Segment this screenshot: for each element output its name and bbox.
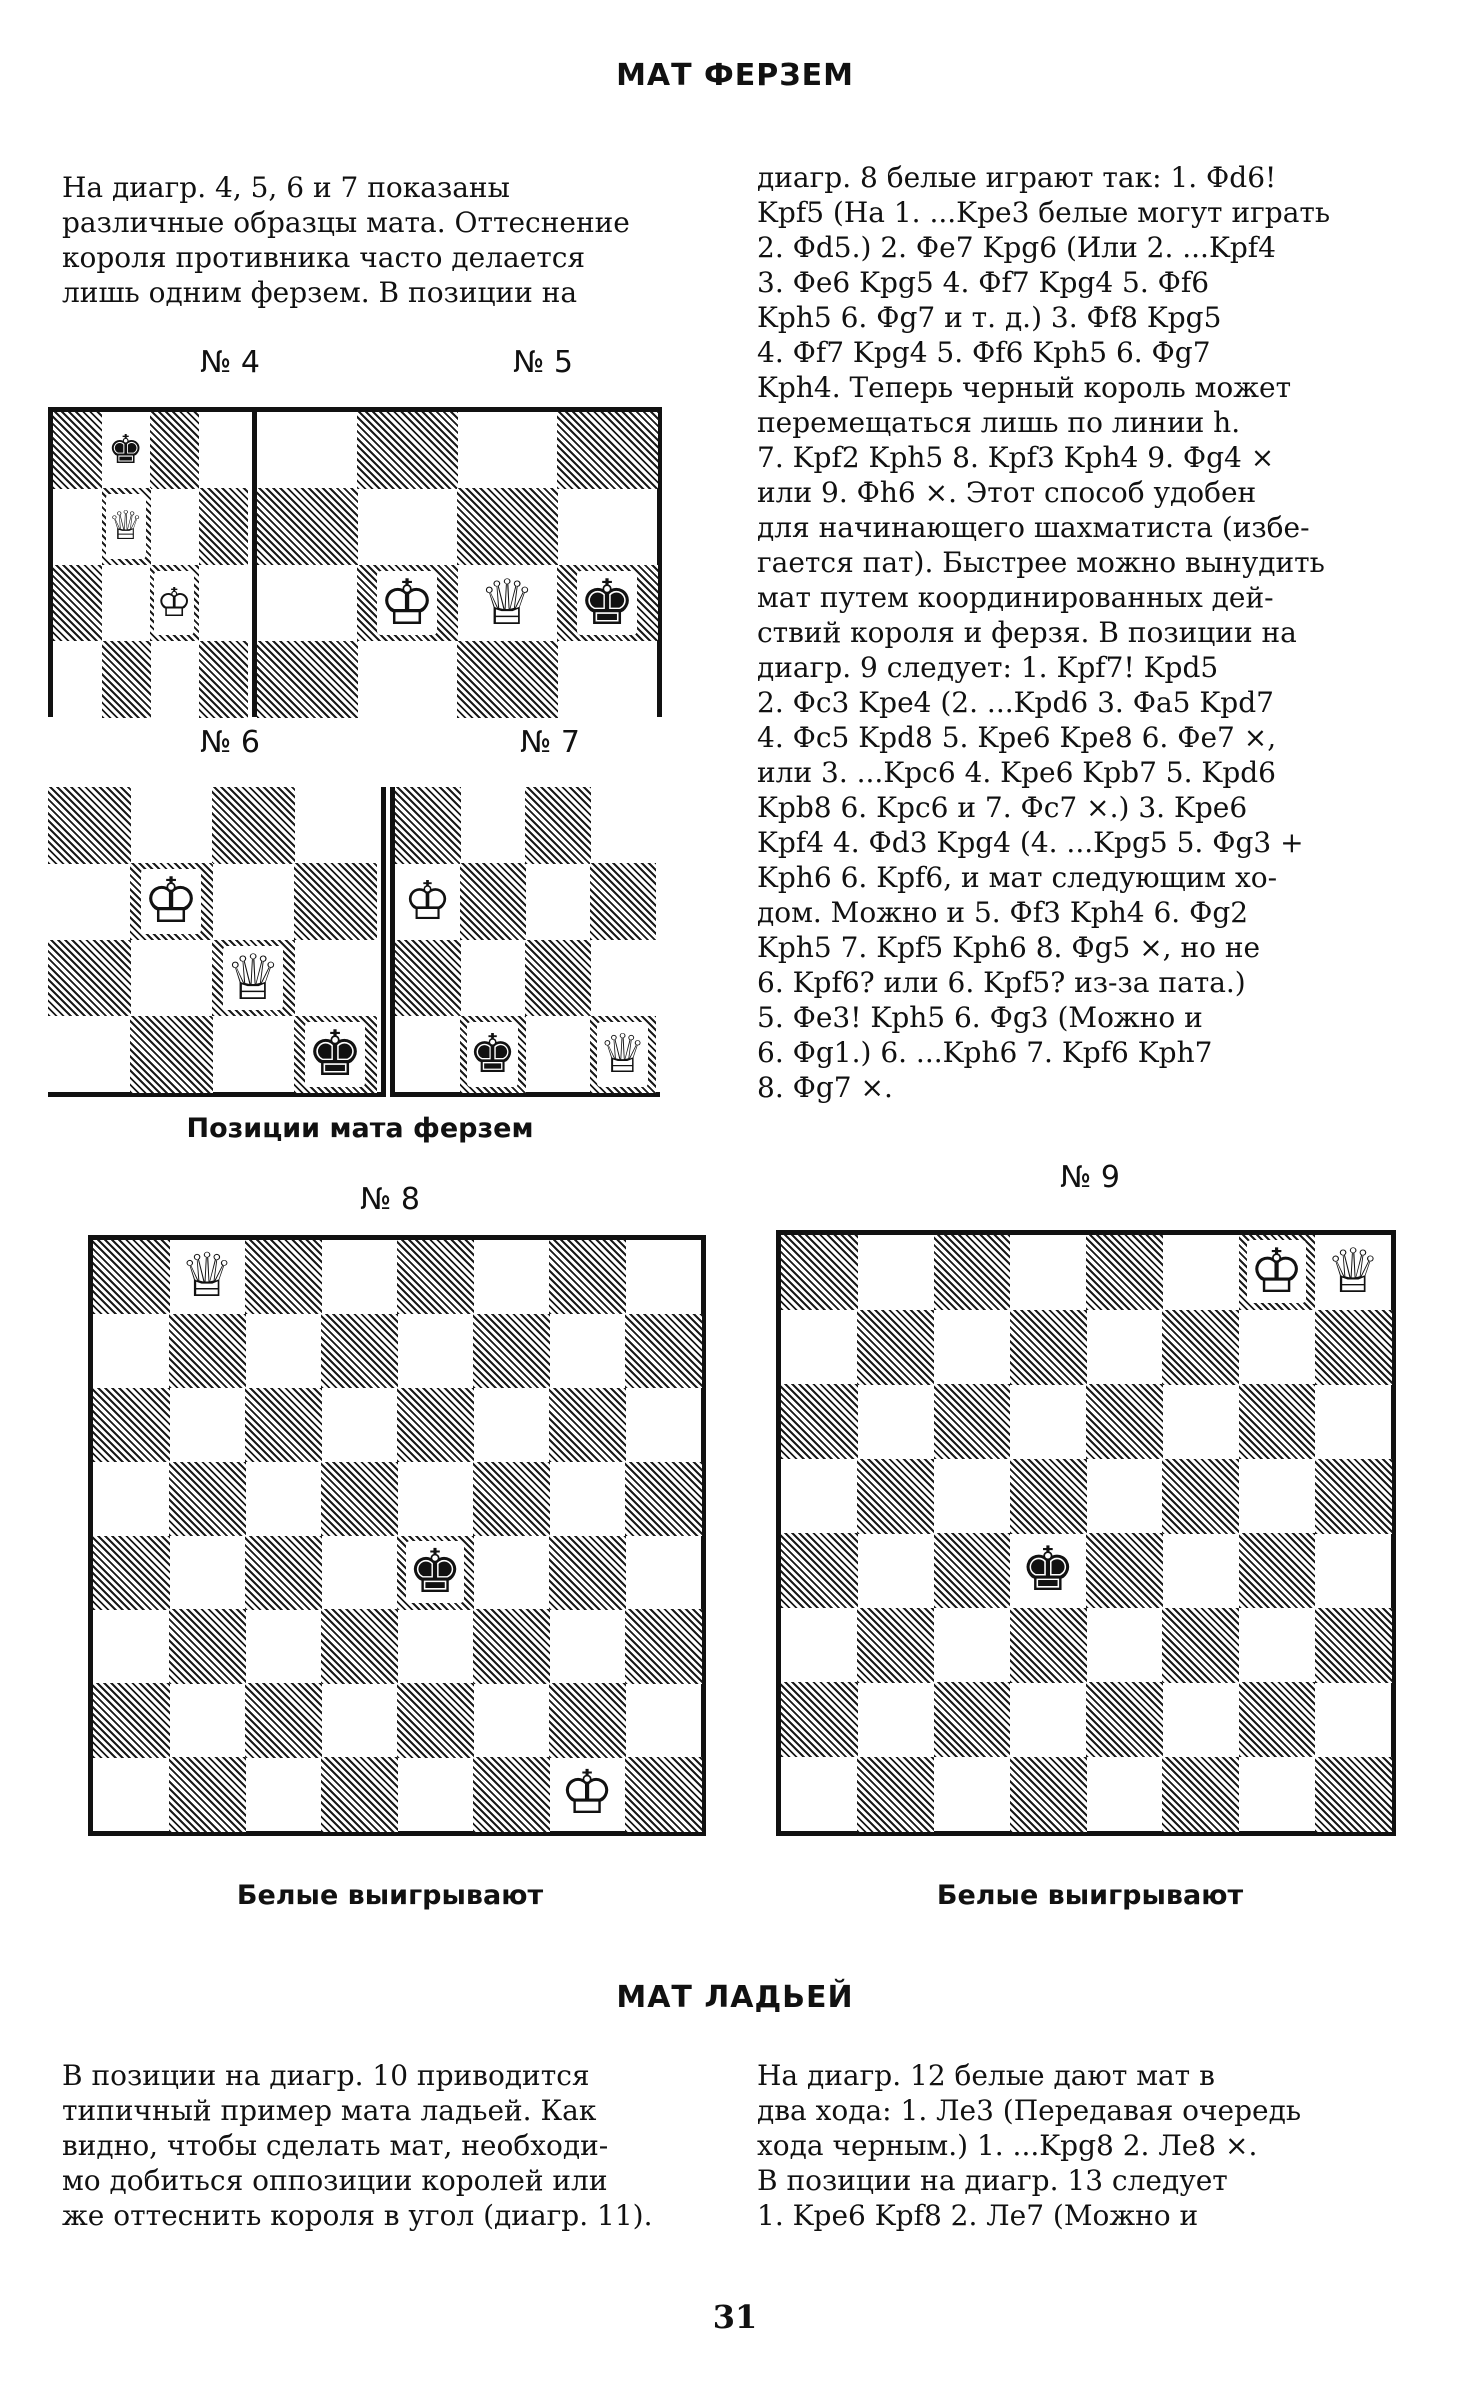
- dark-square: [321, 1757, 398, 1831]
- dark-square: [395, 787, 461, 864]
- light-square: [321, 1388, 398, 1462]
- light-square: [557, 641, 658, 718]
- text-line: Kph5 6. Фg7 и т. д.) 3. Фf8 Kpg5: [757, 301, 1222, 334]
- light-square: [781, 1310, 858, 1385]
- diagram-label-8: № 8: [360, 1182, 420, 1217]
- dark-square: [53, 565, 102, 642]
- light-square: [1086, 1757, 1163, 1832]
- dark-square: [625, 1757, 702, 1831]
- caption-queen-mate-positions: Позиции мата ферзем: [186, 1113, 534, 1144]
- light-square: [1086, 1459, 1163, 1534]
- light-square: [212, 1016, 295, 1093]
- text-line: перемещаться лишь по линии h.: [757, 406, 1241, 439]
- text-line: мо добиться оппозиции королей или: [62, 2164, 608, 2197]
- text-line: хода черным.) 1. ...Kpg8 2. Лe8 ×.: [757, 2129, 1258, 2162]
- light-square: [1010, 1384, 1087, 1459]
- text-line: диагр. 8 белые играют так: 1. Фd6!: [757, 161, 1277, 194]
- dark-square: [48, 787, 131, 864]
- dark-square: [1315, 1608, 1392, 1683]
- light-square: [1239, 1459, 1316, 1534]
- light-square: [857, 1533, 934, 1608]
- dark-square: [1162, 1459, 1239, 1534]
- light-square: [150, 488, 199, 565]
- dark-square: [857, 1608, 934, 1683]
- dark-square: [257, 641, 358, 718]
- dark-square: [1010, 1459, 1087, 1534]
- light-square: [590, 787, 656, 864]
- text-line: лишь одним ферзем. В позиции на: [62, 276, 578, 309]
- light-square: [150, 641, 199, 718]
- light-square: [395, 1016, 461, 1093]
- text-line: гается пат). Быстрее можно вынудить: [757, 546, 1325, 579]
- dark-square: [199, 641, 248, 718]
- dark-square: [934, 1235, 1011, 1310]
- dark-square: [93, 1240, 170, 1314]
- dark-square: [1162, 1310, 1239, 1385]
- light-square: [934, 1757, 1011, 1832]
- dark-square: [781, 1682, 858, 1757]
- text-line: На диагр. 12 белые дают мат в: [757, 2059, 1215, 2092]
- dark-square: [857, 1757, 934, 1832]
- dark-square: [53, 412, 102, 489]
- dark-square: [473, 1609, 550, 1683]
- light-square: [1162, 1235, 1239, 1310]
- light-square: [460, 940, 526, 1017]
- light-square: [625, 1536, 702, 1610]
- light-square: [93, 1757, 170, 1831]
- white-king-icon: ♔: [559, 1758, 615, 1829]
- light-square: [169, 1388, 246, 1462]
- dark-square: [1162, 1757, 1239, 1832]
- light-square: [590, 940, 656, 1017]
- light-square: [397, 1462, 474, 1536]
- black-king-icon: ♚: [578, 565, 636, 639]
- light-square: [357, 641, 458, 718]
- dark-square: [1086, 1384, 1163, 1459]
- light-square: [781, 1608, 858, 1683]
- dark-square: [321, 1462, 398, 1536]
- light-square: [525, 1016, 591, 1093]
- light-square: [93, 1609, 170, 1683]
- text-line: или 3. ...Kpc6 4. Kpe6 Kpb7 5. Kpd6: [757, 756, 1276, 789]
- text-line: 7. Kpf2 Kph5 8. Kpf3 Kph4 9. Фg4 ×: [757, 441, 1275, 474]
- light-square: [1162, 1533, 1239, 1608]
- light-square: [321, 1240, 398, 1314]
- white-king-icon: ♔: [1249, 1236, 1304, 1307]
- diagram-label-4: № 4: [200, 345, 260, 380]
- light-square: [53, 488, 102, 565]
- text-line: же оттеснить короля в угол (диагр. 11).: [62, 2199, 653, 2232]
- dark-square: [1086, 1533, 1163, 1608]
- white-king-icon: ♔: [150, 565, 199, 641]
- dark-square: [397, 1240, 474, 1314]
- white-queen-icon: ♕: [478, 565, 536, 639]
- dark-square: [150, 412, 199, 489]
- light-square: [294, 940, 377, 1017]
- light-square: [1315, 1682, 1392, 1757]
- dark-square: [1315, 1459, 1392, 1534]
- dark-square: [245, 1240, 322, 1314]
- text-line: 1. Kpe6 Kpf8 2. Лe7 (Можно и: [757, 2199, 1199, 2232]
- dark-square: [549, 1683, 626, 1757]
- dark-square: [934, 1682, 1011, 1757]
- dark-square: [1086, 1235, 1163, 1310]
- dark-square: [549, 1388, 626, 1462]
- dark-square: [93, 1683, 170, 1757]
- light-square: [1315, 1533, 1392, 1608]
- dark-square: [169, 1757, 246, 1831]
- dark-square: [934, 1384, 1011, 1459]
- light-square: [321, 1683, 398, 1757]
- text-line: 6. Фg1.) 6. ...Kph6 7. Kpf6 Kph7: [757, 1036, 1213, 1069]
- light-square: [1086, 1310, 1163, 1385]
- dark-square: [169, 1609, 246, 1683]
- light-square: [245, 1314, 322, 1388]
- light-square: [1010, 1235, 1087, 1310]
- white-king-icon: ♔: [378, 565, 436, 639]
- text-line: короля противника часто делается: [62, 241, 586, 274]
- dark-square: [857, 1459, 934, 1534]
- light-square: [857, 1682, 934, 1757]
- text-line: В позиции на диагр. 10 приводится: [62, 2059, 590, 2092]
- dark-square: [245, 1536, 322, 1610]
- dark-square: [397, 1388, 474, 1462]
- left-intro-text: [62, 170, 702, 310]
- light-square: [1315, 1384, 1392, 1459]
- light-square: [857, 1235, 934, 1310]
- dark-square: [473, 1314, 550, 1388]
- dark-square: [781, 1384, 858, 1459]
- dark-square: [1162, 1608, 1239, 1683]
- section-title-queen-mate: МАТ ФЕРЗЕМ: [616, 58, 854, 93]
- light-square: [102, 565, 151, 642]
- dark-square: [93, 1388, 170, 1462]
- light-square: [257, 412, 358, 489]
- light-square: [473, 1683, 550, 1757]
- light-square: [199, 565, 248, 642]
- white-queen-icon: ♕: [102, 488, 151, 564]
- light-square: [212, 863, 295, 940]
- text-line: Kph6 6. Kpf6, и мат следующим хо-: [757, 861, 1278, 894]
- dark-square: [1239, 1384, 1316, 1459]
- text-line: На диагр. 4, 5, 6 и 7 показаны: [62, 171, 510, 204]
- dark-square: [130, 1016, 213, 1093]
- light-square: [625, 1240, 702, 1314]
- light-square: [397, 1609, 474, 1683]
- light-square: [257, 565, 358, 642]
- light-square: [1239, 1310, 1316, 1385]
- text-line: 4. Фc5 Kpd8 5. Kpe6 Kpe8 6. Фe7 ×,: [757, 721, 1277, 754]
- dark-square: [1010, 1608, 1087, 1683]
- dark-square: [257, 488, 358, 565]
- text-line: ствий короля и ферзя. В позиции на: [757, 616, 1297, 649]
- light-square: [294, 787, 377, 864]
- dark-square: [557, 412, 658, 489]
- dark-square: [357, 412, 458, 489]
- light-square: [549, 1462, 626, 1536]
- dark-square: [245, 1683, 322, 1757]
- dark-square: [1010, 1757, 1087, 1832]
- light-square: [557, 488, 658, 565]
- board-diagram-5: [252, 407, 662, 717]
- board-diagram-9: [776, 1230, 1396, 1836]
- diagram-label-6: № 6: [200, 725, 260, 760]
- light-square: [457, 412, 558, 489]
- dark-square: [321, 1314, 398, 1388]
- text-line: Kph5 7. Kpf5 Kph6 8. Фg5 ×, но не: [757, 931, 1261, 964]
- dark-square: [457, 488, 558, 565]
- text-line: 6. Kpf6? или 6. Kpf5? из-за пата.): [757, 966, 1246, 999]
- text-line: 2. Фd5.) 2. Фe7 Kpg6 (Или 2. ...Kpf4: [757, 231, 1276, 264]
- caption-diagram-8: Белые выигрывают: [236, 1880, 544, 1911]
- white-queen-icon: ♕: [224, 940, 282, 1014]
- light-square: [1086, 1608, 1163, 1683]
- text-line: 3. Фe6 Kpg5 4. Фf7 Kpg4 5. Фf6: [757, 266, 1210, 299]
- dark-square: [549, 1536, 626, 1610]
- black-king-icon: ♚: [102, 412, 151, 488]
- light-square: [781, 1757, 858, 1832]
- dark-square: [934, 1533, 1011, 1608]
- dark-square: [1239, 1682, 1316, 1757]
- light-square: [473, 1536, 550, 1610]
- text-line: 2. Фc3 Kpe4 (2. ...Kpd6 3. Фa5 Kpd7: [757, 686, 1274, 719]
- light-square: [1239, 1757, 1316, 1832]
- dark-square: [48, 940, 131, 1017]
- diagram-label-7: № 7: [520, 725, 580, 760]
- dark-square: [625, 1314, 702, 1388]
- light-square: [934, 1459, 1011, 1534]
- light-square: [321, 1536, 398, 1610]
- diagram-label-5: № 5: [513, 345, 573, 380]
- bottom-left-text: [62, 2058, 722, 2233]
- diagram-label-9: № 9: [1060, 1160, 1120, 1195]
- board-diagram-8: [88, 1235, 706, 1836]
- light-square: [130, 787, 213, 864]
- black-king-icon: ♚: [306, 1016, 364, 1090]
- light-square: [473, 1240, 550, 1314]
- light-square: [245, 1609, 322, 1683]
- dark-square: [1315, 1757, 1392, 1832]
- light-square: [525, 863, 591, 940]
- board-diagram-6: [48, 787, 386, 1097]
- text-line: диагр. 9 следует: 1. Kpf7! Kpd5: [757, 651, 1219, 684]
- black-king-icon: ♚: [1020, 1534, 1076, 1605]
- light-square: [549, 1314, 626, 1388]
- dark-square: [625, 1609, 702, 1683]
- dark-square: [1315, 1310, 1392, 1385]
- light-square: [48, 1016, 131, 1093]
- text-line: В позиции на диагр. 13 следует: [757, 2164, 1228, 2197]
- text-line: Kpf5 (На 1. ...Kpe3 белые могут играть: [757, 196, 1331, 229]
- section-title-rook-mate: МАТ ЛАДЬЕЙ: [616, 1980, 854, 2015]
- dark-square: [102, 641, 151, 718]
- text-line: Kph4. Теперь черный король может: [757, 371, 1292, 404]
- light-square: [48, 863, 131, 940]
- dark-square: [549, 1240, 626, 1314]
- white-king-icon: ♔: [142, 864, 200, 938]
- light-square: [549, 1609, 626, 1683]
- dark-square: [781, 1235, 858, 1310]
- light-square: [93, 1314, 170, 1388]
- dark-square: [857, 1310, 934, 1385]
- dark-square: [169, 1462, 246, 1536]
- dark-square: [473, 1462, 550, 1536]
- light-square: [1162, 1682, 1239, 1757]
- light-square: [397, 1757, 474, 1831]
- light-square: [1162, 1384, 1239, 1459]
- white-queen-icon: ♕: [1325, 1236, 1381, 1307]
- dark-square: [397, 1683, 474, 1757]
- light-square: [130, 940, 213, 1017]
- light-square: [781, 1459, 858, 1534]
- dark-square: [93, 1536, 170, 1610]
- dark-square: [395, 940, 461, 1017]
- light-square: [199, 412, 248, 489]
- dark-square: [294, 863, 377, 940]
- dark-square: [1086, 1682, 1163, 1757]
- dark-square: [1010, 1310, 1087, 1385]
- text-line: различные образцы мата. Оттеснение: [62, 206, 630, 239]
- dark-square: [245, 1388, 322, 1462]
- dark-square: [1239, 1533, 1316, 1608]
- light-square: [245, 1462, 322, 1536]
- light-square: [857, 1384, 934, 1459]
- board-diagram-4: [48, 407, 252, 717]
- text-line: 5. Фe3! Kph5 6. Фg3 (Можно и: [757, 1001, 1203, 1034]
- light-square: [934, 1310, 1011, 1385]
- dark-square: [473, 1757, 550, 1831]
- text-line: мат путем координированных дей-: [757, 581, 1274, 614]
- light-square: [473, 1388, 550, 1462]
- light-square: [93, 1462, 170, 1536]
- black-king-icon: ♚: [407, 1536, 463, 1607]
- text-line: Kpf4 4. Фd3 Kpg4 (4. ...Kpg5 5. Фg3 +: [757, 826, 1304, 859]
- dark-square: [321, 1609, 398, 1683]
- light-square: [1239, 1608, 1316, 1683]
- text-line: два хода: 1. Лe3 (Передавая очередь: [757, 2094, 1302, 2127]
- light-square: [1010, 1682, 1087, 1757]
- black-king-icon: ♚: [468, 1022, 517, 1085]
- light-square: [357, 488, 458, 565]
- light-square: [460, 787, 526, 864]
- text-line: Kpb8 6. Kpc6 и 7. Фc7 ×.) 3. Kpe6: [757, 791, 1248, 824]
- text-line: видно, чтобы сделать мат, необходи-: [62, 2129, 609, 2162]
- dark-square: [212, 787, 295, 864]
- page-number: 31: [712, 2298, 758, 2336]
- text-line: для начинающего шахматиста (избе-: [757, 511, 1310, 544]
- text-line: дом. Можно и 5. Фf3 Kph4 6. Фg2: [757, 896, 1249, 929]
- light-square: [169, 1536, 246, 1610]
- dark-square: [460, 863, 526, 940]
- light-square: [245, 1757, 322, 1831]
- light-square: [625, 1683, 702, 1757]
- dark-square: [781, 1533, 858, 1608]
- dark-square: [199, 488, 248, 565]
- dark-square: [525, 940, 591, 1017]
- text-line: 8. Фg7 ×.: [757, 1071, 893, 1104]
- dark-square: [169, 1314, 246, 1388]
- light-square: [397, 1314, 474, 1388]
- caption-diagram-9: Белые выигрывают: [936, 1880, 1244, 1911]
- dark-square: [625, 1462, 702, 1536]
- text-line: 4. Фf7 Kpg4 5. Фf6 Kph5 6. Фg7: [757, 336, 1211, 369]
- white-queen-icon: ♕: [598, 1022, 647, 1085]
- text-line: типичный пример мата ладьей. Как: [62, 2094, 597, 2127]
- dark-square: [525, 787, 591, 864]
- bottom-right-text: [757, 2058, 1407, 2233]
- board-diagram-7: [390, 787, 660, 1097]
- right-column-text: [757, 160, 1402, 1105]
- dark-square: [590, 863, 656, 940]
- white-queen-icon: ♕: [179, 1241, 235, 1311]
- light-square: [53, 641, 102, 718]
- light-square: [934, 1608, 1011, 1683]
- dark-square: [457, 641, 558, 718]
- white-king-icon: ♔: [403, 870, 452, 933]
- light-square: [169, 1683, 246, 1757]
- light-square: [625, 1388, 702, 1462]
- text-line: или 9. Фh6 ×. Этот способ удобен: [757, 476, 1257, 509]
